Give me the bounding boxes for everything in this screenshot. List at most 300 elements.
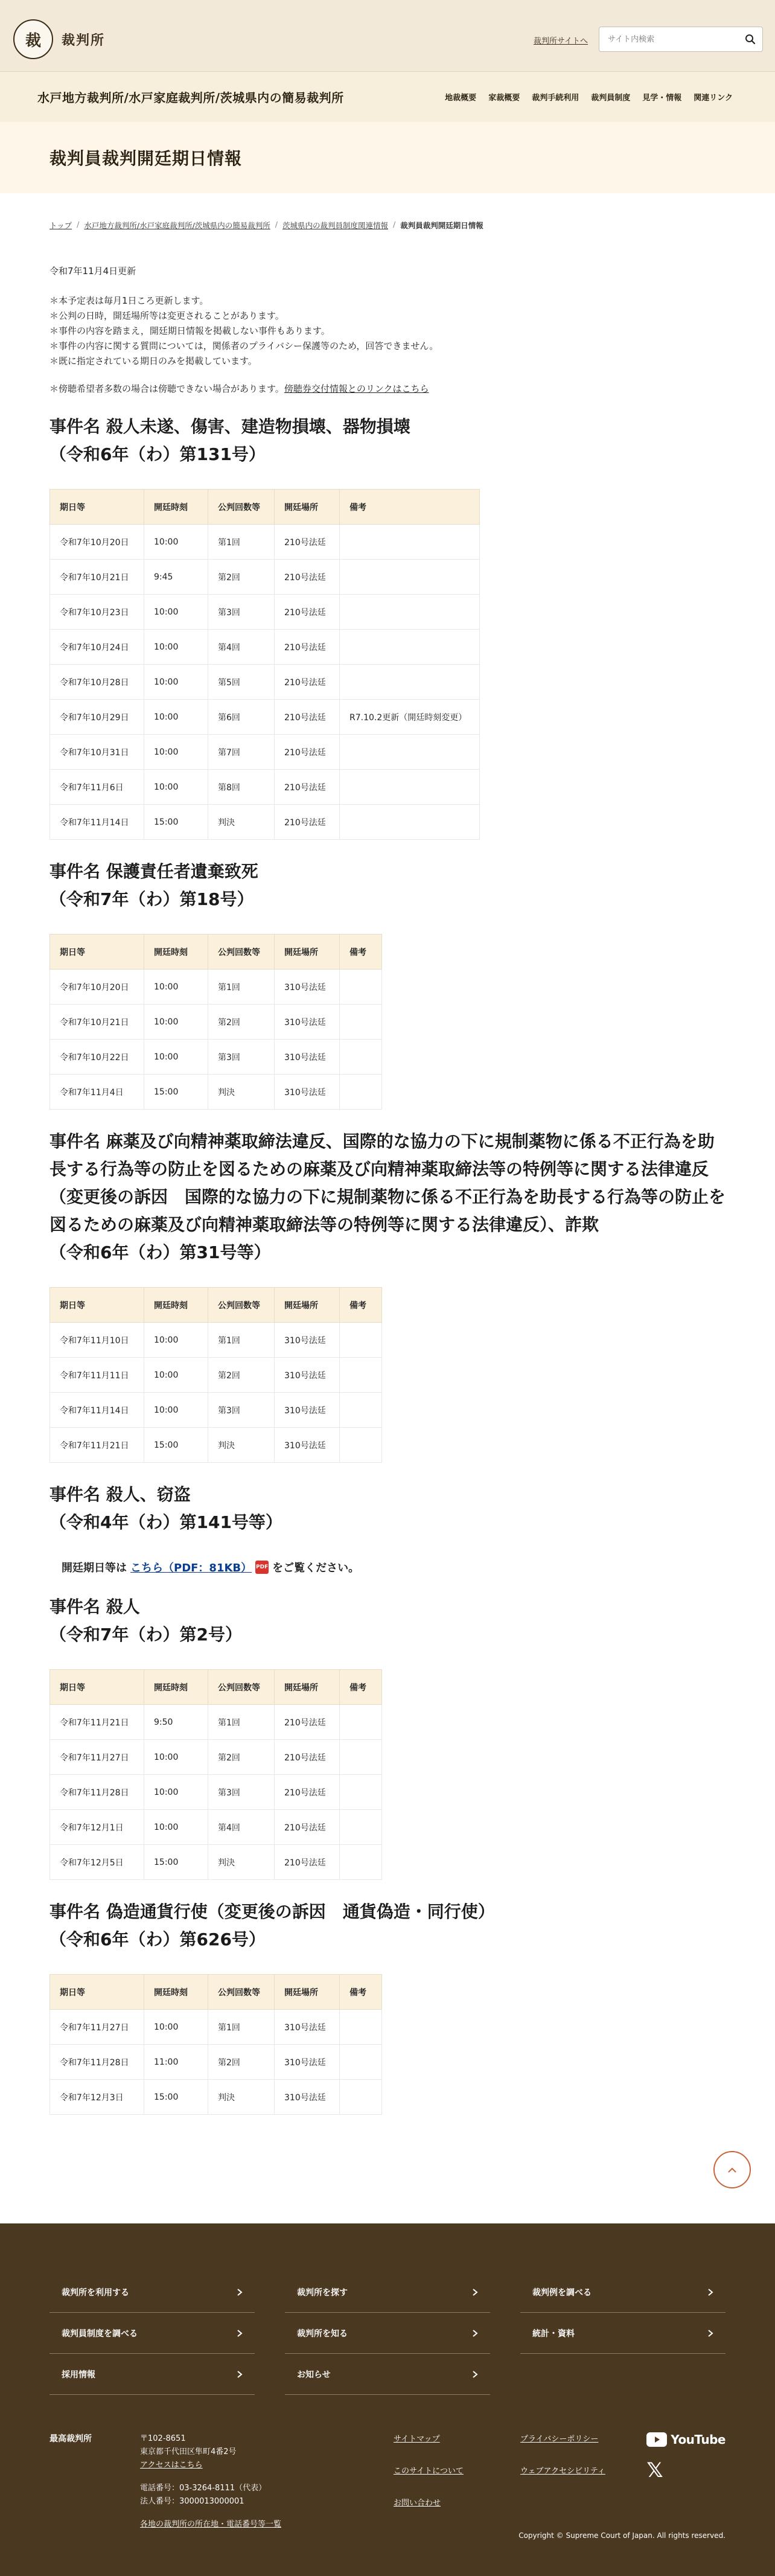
table-row	[50, 1393, 382, 1428]
updated-date: 令和7年11月4日更新	[49, 266, 136, 276]
column-header: 期日等	[50, 1288, 144, 1323]
chevron-right-icon	[472, 2329, 478, 2338]
table-cell: 310号法廷	[275, 2080, 340, 2115]
table-cell: 判決	[208, 1845, 275, 1880]
chevron-right-icon	[472, 2288, 478, 2296]
footer-nav-label: 裁判員制度を調べる	[62, 2328, 138, 2339]
note-line: ＊本予定表は毎月1日ころ更新します。	[49, 295, 209, 306]
search-icon	[745, 34, 756, 45]
ticket-note	[49, 382, 726, 395]
table-cell: 第2回	[208, 560, 275, 595]
table-cell: 令和7年11月28日	[50, 2045, 144, 2080]
chevron-up-icon	[727, 2166, 738, 2173]
table-cell: 令和7年12月1日	[50, 1810, 144, 1845]
table-cell: 判決	[208, 805, 275, 840]
table-cell: 第8回	[208, 770, 275, 805]
column-header: 公判回数等	[208, 1670, 275, 1705]
table-cell: 210号法廷	[275, 525, 340, 560]
table-cell: 第3回	[208, 1775, 275, 1810]
table-cell	[340, 2010, 382, 2045]
case-section	[49, 1593, 726, 1880]
table-row	[50, 665, 480, 700]
footer-org-name: 最高裁判所	[49, 2434, 92, 2444]
column-header: 開廷時刻	[144, 1975, 208, 2010]
table-cell: 11:00	[144, 2045, 208, 2080]
footer-nav-link[interactable]	[520, 2313, 726, 2354]
table-row	[50, 1428, 382, 1463]
table-row	[50, 2045, 382, 2080]
table-cell: 15:00	[144, 2080, 208, 2115]
table-row	[50, 595, 480, 630]
column-header: 開廷場所	[275, 490, 340, 525]
breadcrumb-court[interactable]: 水戸地方裁判所/水戸家庭裁判所/茨城県内の簡易裁判所	[84, 221, 270, 230]
footer-nav-label: 裁判例を調べる	[532, 2287, 592, 2298]
footer-nav-label: 統計・資料	[532, 2328, 575, 2339]
case-name: 事件名 殺人	[49, 1597, 140, 1617]
case-title	[49, 413, 726, 468]
table-cell: 令和7年11月4日	[50, 1075, 144, 1110]
court-name[interactable]: 水戸地方裁判所/水戸家庭裁判所/茨城県内の簡易裁判所	[37, 91, 344, 105]
case-number: （令和4年（わ）第141号等）	[49, 1512, 282, 1532]
pdf-schedule-link[interactable]: こちら（PDF：81KB）	[130, 1562, 252, 1574]
table-row	[50, 630, 480, 665]
footer-nav-label: 裁判所を利用する	[62, 2287, 129, 2298]
table-cell: 310号法廷	[275, 1358, 340, 1393]
schedule-table	[49, 1287, 382, 1463]
table-cell: 210号法廷	[275, 770, 340, 805]
table-cell: 15:00	[144, 1845, 208, 1880]
table-cell: 210号法廷	[275, 735, 340, 770]
table-cell: 10:00	[144, 1040, 208, 1075]
table-cell: 310号法廷	[275, 2045, 340, 2080]
table-cell: 令和7年10月29日	[50, 700, 144, 735]
table-cell: 第3回	[208, 595, 275, 630]
case-title	[49, 1593, 726, 1649]
table-cell: 210号法廷	[275, 630, 340, 665]
table-cell	[340, 1393, 382, 1428]
footer-nav-link[interactable]	[49, 2354, 255, 2395]
table-cell: 10:00	[144, 2010, 208, 2045]
footer-nav-label: お知らせ	[297, 2370, 331, 2380]
table-cell: 令和7年10月23日	[50, 595, 144, 630]
table-cell	[340, 1705, 382, 1740]
privacy-policy-link[interactable]: プライバシーポリシー	[520, 2435, 599, 2444]
breadcrumb-top[interactable]: トップ	[49, 221, 72, 230]
table-cell: 第7回	[208, 735, 275, 770]
table-row	[50, 1775, 382, 1810]
breadcrumb-separator: /	[393, 220, 396, 229]
court-navbar	[0, 71, 775, 122]
table-cell: 310号法廷	[275, 2010, 340, 2045]
table-cell: 15:00	[144, 1075, 208, 1110]
table-cell: 第1回	[208, 970, 275, 1005]
table-cell: 210号法廷	[275, 595, 340, 630]
column-header: 開廷場所	[275, 1288, 340, 1323]
footer-links	[0, 2223, 775, 2395]
column-header: 公判回数等	[208, 935, 275, 970]
table-cell: 第1回	[208, 1323, 275, 1358]
table-cell	[340, 630, 480, 665]
table-cell	[340, 770, 480, 805]
table-cell	[340, 1323, 382, 1358]
nav-item[interactable]: 見学・情報	[642, 94, 682, 103]
footer-sub-links-1	[394, 2432, 520, 2576]
table-cell: 第2回	[208, 2045, 275, 2080]
table-row	[50, 1075, 382, 1110]
table-cell: 令和7年11月27日	[50, 1740, 144, 1775]
case-name: 事件名 偽造通貨行使（変更後の訴因 通貨偽造・同行使）	[49, 1902, 495, 1922]
table-row	[50, 2010, 382, 2045]
court-list-link[interactable]: 各地の裁判所の所在地・電話番号等一覧	[140, 2520, 282, 2529]
table-cell: 第1回	[208, 2010, 275, 2045]
table-cell: 15:00	[144, 805, 208, 840]
table-cell	[340, 2045, 382, 2080]
table-header-row	[50, 1288, 382, 1323]
court-site-link[interactable]: 裁判所サイトへ	[533, 37, 588, 46]
table-row	[50, 1040, 382, 1075]
notes	[49, 293, 726, 369]
table-cell: 310号法廷	[275, 1005, 340, 1040]
breadcrumb-current: 裁判員裁判開廷期日情報	[400, 221, 483, 230]
table-cell: 310号法廷	[275, 1040, 340, 1075]
chevron-right-icon	[707, 2288, 713, 2296]
page-title: 裁判員裁判開廷期日情報	[49, 149, 243, 168]
table-cell: 310号法廷	[275, 1393, 340, 1428]
table-cell: 10:00	[144, 525, 208, 560]
table-row	[50, 770, 480, 805]
table-cell: 令和7年11月21日	[50, 1705, 144, 1740]
breadcrumb-separator: /	[275, 220, 278, 229]
table-cell: 210号法廷	[275, 560, 340, 595]
column-header: 公判回数等	[208, 490, 275, 525]
table-cell	[340, 1740, 382, 1775]
table-row	[50, 1005, 382, 1040]
column-header: 期日等	[50, 1975, 144, 2010]
column-header: 開廷場所	[275, 935, 340, 970]
back-to-top-button[interactable]	[713, 2151, 751, 2188]
table-cell	[340, 735, 480, 770]
table-cell: 210号法廷	[275, 1705, 340, 1740]
nav-item[interactable]: 裁判員制度	[591, 94, 631, 103]
table-cell: 判決	[208, 1428, 275, 1463]
schedule-table	[49, 489, 480, 840]
table-cell: 10:00	[144, 1393, 208, 1428]
table-cell: 210号法廷	[275, 665, 340, 700]
case-title	[49, 1128, 726, 1267]
youtube-label: YouTube	[671, 2432, 726, 2447]
table-cell: 10:00	[144, 1775, 208, 1810]
table-cell: 令和7年10月22日	[50, 1040, 144, 1075]
chevron-right-icon	[237, 2370, 243, 2379]
table-cell: 10:00	[144, 770, 208, 805]
table-cell: 令和7年10月21日	[50, 1005, 144, 1040]
table-cell: 10:00	[144, 1810, 208, 1845]
table-header-row	[50, 935, 382, 970]
nav-item[interactable]: 関連リンク	[694, 94, 733, 103]
chevron-right-icon	[472, 2370, 478, 2379]
site-logo[interactable]	[13, 19, 105, 59]
footer-nav-link[interactable]	[285, 2313, 490, 2354]
footer-nav-link[interactable]	[49, 2313, 255, 2354]
table-row	[50, 735, 480, 770]
ticket-note-text: ＊傍聴希望者多数の場合は傍聴できない場合があります。	[49, 383, 284, 394]
footer-nav-link[interactable]	[520, 2272, 726, 2313]
case-section	[49, 1481, 726, 1575]
column-header: 備考	[340, 490, 480, 525]
table-cell: 第2回	[208, 1740, 275, 1775]
table-cell: 10:00	[144, 1358, 208, 1393]
column-header: 公判回数等	[208, 1975, 275, 2010]
table-cell: 第1回	[208, 1705, 275, 1740]
note-line: ＊事件の内容に関する質問については，関係者のプライバシー保護等のため，回答できません。	[49, 340, 439, 351]
x-icon[interactable]: 𝕏	[646, 2458, 663, 2482]
column-header: 備考	[340, 935, 382, 970]
footer-sub-links-2	[520, 2432, 647, 2576]
case-number: （令和7年（わ）第2号）	[49, 1625, 242, 1644]
accessibility-link[interactable]: ウェブアクセシビリティ	[520, 2467, 605, 2476]
column-header: 備考	[340, 1975, 382, 2010]
table-cell	[340, 1845, 382, 1880]
table-cell: 9:50	[144, 1705, 208, 1740]
footer-nav-label: 採用情報	[62, 2370, 95, 2380]
case-section	[49, 413, 726, 840]
table-cell: R7.10.2更新（開廷時刻変更）	[340, 700, 480, 735]
table-cell: 第4回	[208, 630, 275, 665]
table-cell: 令和7年10月21日	[50, 560, 144, 595]
case-title	[49, 858, 726, 913]
table-cell: 令和7年11月14日	[50, 1393, 144, 1428]
page-header	[0, 122, 775, 193]
pdf-schedule-note	[62, 1559, 726, 1575]
access-link[interactable]: アクセスはこちら	[140, 2461, 203, 2470]
table-cell: 10:00	[144, 1323, 208, 1358]
footer-nav-label: 裁判所を探す	[297, 2287, 348, 2298]
table-cell	[340, 595, 480, 630]
table-row	[50, 525, 480, 560]
table-cell: 判決	[208, 2080, 275, 2115]
column-header: 期日等	[50, 935, 144, 970]
table-cell: 令和7年11月28日	[50, 1775, 144, 1810]
table-cell	[340, 1005, 382, 1040]
table-row	[50, 1705, 382, 1740]
table-cell: 令和7年10月20日	[50, 525, 144, 560]
table-cell: 10:00	[144, 1740, 208, 1775]
social-links	[646, 2432, 726, 2482]
table-cell: 第1回	[208, 525, 275, 560]
table-cell: 令和7年11月10日	[50, 1323, 144, 1358]
pdf-note-suffix: をご覧ください。	[272, 1562, 360, 1574]
case-number: （令和6年（わ）第626号）	[49, 1929, 266, 1949]
table-header-row	[50, 490, 480, 525]
note-line: ＊既に指定されている期日のみを掲載しています。	[49, 356, 257, 366]
table-row	[50, 560, 480, 595]
nav-item[interactable]: 家裁概要	[488, 94, 520, 103]
address: 東京都千代田区隼町4番2号	[140, 2447, 237, 2456]
case-name: 事件名 麻薬及び向精神薬取締法違反、国際的な協力の下に規制薬物に係る不正行為を助長する行為等の防止を図るための麻薬及び向精神薬取締法等の特例等に関する法律違反（変更後の訴因 国際的な協力の下に規制薬物に係る不正行為を助長する行為等の防止を図るための麻薬及び向精神薬取締法等の特例等に関する法律違反）、詐欺	[49, 1131, 726, 1235]
table-cell: 令和7年11月6日	[50, 770, 144, 805]
table-cell	[340, 1075, 382, 1110]
table-cell: 令和7年11月21日	[50, 1428, 144, 1463]
footer-nav-label: 裁判所を知る	[297, 2328, 348, 2339]
footer-address	[140, 2432, 394, 2576]
global-nav	[445, 91, 733, 103]
note-line: ＊公判の日時，開廷場所等は変更されることがあります。	[49, 310, 284, 321]
column-header: 開廷時刻	[144, 935, 208, 970]
about-site-link[interactable]: このサイトについて	[394, 2467, 464, 2476]
note-line: ＊事件の内容を踏まえ，開廷期日情報を掲載しない事件もあります。	[49, 325, 330, 336]
search-box	[599, 27, 763, 52]
case-name: 事件名 保護責任者遺棄致死	[49, 861, 258, 881]
table-cell: 令和7年11月14日	[50, 805, 144, 840]
footer-grid-spacer	[520, 2354, 726, 2395]
table-cell	[340, 560, 480, 595]
table-cell: 15:00	[144, 1428, 208, 1463]
table-cell	[340, 1775, 382, 1810]
table-cell: 第2回	[208, 1005, 275, 1040]
nav-item[interactable]: 裁判手続利用	[532, 94, 579, 103]
table-cell: 310号法廷	[275, 970, 340, 1005]
table-cell: 10:00	[144, 970, 208, 1005]
table-cell: 9:45	[144, 560, 208, 595]
breadcrumb-separator: /	[77, 220, 80, 229]
youtube-link[interactable]	[646, 2432, 726, 2447]
sitemap-link[interactable]: サイトマップ	[394, 2435, 440, 2444]
table-row	[50, 970, 382, 1005]
table-cell: 令和7年10月20日	[50, 970, 144, 1005]
table-cell: 210号法廷	[275, 1845, 340, 1880]
table-cell: 第5回	[208, 665, 275, 700]
case-name: 事件名 殺人未遂、傷害、建造物損壊、器物損壊	[49, 417, 410, 436]
site-header	[0, 0, 775, 71]
table-cell: 令和7年12月5日	[50, 1845, 144, 1880]
copyright: Copyright © Supreme Court of Japan. All rights reserved.	[518, 2531, 726, 2540]
schedule-table	[49, 1669, 382, 1880]
column-header: 開廷場所	[275, 1975, 340, 2010]
pdf-icon: PDF	[255, 1561, 269, 1574]
search-input[interactable]	[599, 27, 738, 51]
table-row	[50, 805, 480, 840]
column-header: 開廷場所	[275, 1670, 340, 1705]
schedule-table	[49, 934, 382, 1110]
table-cell	[340, 1810, 382, 1845]
schedule-table	[49, 1974, 382, 2115]
table-cell: 判決	[208, 1075, 275, 1110]
column-header: 期日等	[50, 490, 144, 525]
case-title	[49, 1898, 726, 1954]
breadcrumb-saibanin-info[interactable]: 茨城県内の裁判員制度関連情報	[282, 221, 389, 230]
column-header: 公判回数等	[208, 1288, 275, 1323]
case-number: （令和6年（わ）第131号）	[49, 444, 266, 464]
table-cell: 第3回	[208, 1393, 275, 1428]
ticket-info-link[interactable]: 傍聴券交付情報とのリンクはこちら	[284, 383, 429, 394]
table-row	[50, 1358, 382, 1393]
table-cell	[340, 665, 480, 700]
case-name: 事件名 殺人、窃盗	[49, 1485, 191, 1504]
contact-link[interactable]: お問い合わせ	[394, 2499, 441, 2508]
table-cell: 210号法廷	[275, 700, 340, 735]
table-cell: 令和7年11月11日	[50, 1358, 144, 1393]
table-row	[50, 1323, 382, 1358]
logo-emblem-icon: 裁	[13, 19, 53, 59]
table-cell	[340, 805, 480, 840]
table-row	[50, 1845, 382, 1880]
table-cell: 第3回	[208, 1040, 275, 1075]
column-header: 開廷時刻	[144, 1670, 208, 1705]
table-cell: 310号法廷	[275, 1075, 340, 1110]
table-cell: 第6回	[208, 700, 275, 735]
table-cell: 10:00	[144, 595, 208, 630]
table-cell: 令和7年10月24日	[50, 630, 144, 665]
case-section	[49, 858, 726, 1110]
chevron-right-icon	[237, 2288, 243, 2296]
site-footer	[0, 2223, 775, 2576]
corporate-number: 法人番号：3000013000001	[140, 2497, 244, 2506]
table-cell: 210号法廷	[275, 1740, 340, 1775]
table-cell	[340, 2080, 382, 2115]
table-cell: 10:00	[144, 1005, 208, 1040]
table-cell: 10:00	[144, 630, 208, 665]
table-row	[50, 1810, 382, 1845]
table-cell	[340, 1428, 382, 1463]
table-cell: 10:00	[144, 665, 208, 700]
table-cell: 第4回	[208, 1810, 275, 1845]
case-section	[49, 1128, 726, 1463]
table-cell: 210号法廷	[275, 1775, 340, 1810]
table-cell	[340, 970, 382, 1005]
table-cell: 310号法廷	[275, 1428, 340, 1463]
table-cell: 10:00	[144, 735, 208, 770]
postal-code: 〒102-8651	[140, 2434, 186, 2443]
table-row	[50, 700, 480, 735]
nav-item[interactable]: 地裁概要	[445, 94, 477, 103]
table-cell: 令和7年10月28日	[50, 665, 144, 700]
table-row	[50, 1740, 382, 1775]
column-header: 開廷時刻	[144, 490, 208, 525]
column-header: 開廷時刻	[144, 1288, 208, 1323]
footer-nav-link[interactable]	[285, 2272, 490, 2313]
footer-nav-link[interactable]	[49, 2272, 255, 2313]
table-cell: 210号法廷	[275, 1810, 340, 1845]
chevron-right-icon	[707, 2329, 713, 2338]
column-header: 備考	[340, 1670, 382, 1705]
table-cell: 10:00	[144, 700, 208, 735]
breadcrumb	[49, 193, 726, 249]
case-list	[49, 413, 726, 2115]
case-number: （令和7年（わ）第18号）	[49, 889, 254, 909]
table-cell: 第2回	[208, 1358, 275, 1393]
table-header-row	[50, 1975, 382, 2010]
search-button[interactable]	[738, 27, 762, 51]
table-cell: 令和7年11月27日	[50, 2010, 144, 2045]
table-cell: 令和7年12月3日	[50, 2080, 144, 2115]
table-cell: 210号法廷	[275, 805, 340, 840]
footer-nav-link[interactable]	[285, 2354, 490, 2395]
case-title	[49, 1481, 726, 1536]
main-content	[0, 193, 775, 2223]
chevron-right-icon	[237, 2329, 243, 2338]
table-row	[50, 2080, 382, 2115]
table-cell	[340, 525, 480, 560]
table-cell	[340, 1358, 382, 1393]
case-number: （令和6年（わ）第31号等）	[49, 1242, 271, 1262]
logo-text: 裁判所	[62, 33, 106, 48]
table-header-row	[50, 1670, 382, 1705]
column-header: 期日等	[50, 1670, 144, 1705]
pdf-note-prefix: 開廷期日等は	[62, 1562, 127, 1574]
table-cell: 令和7年10月31日	[50, 735, 144, 770]
column-header: 備考	[340, 1288, 382, 1323]
phone-number: 電話番号：03-3264-8111（代表）	[140, 2484, 267, 2493]
